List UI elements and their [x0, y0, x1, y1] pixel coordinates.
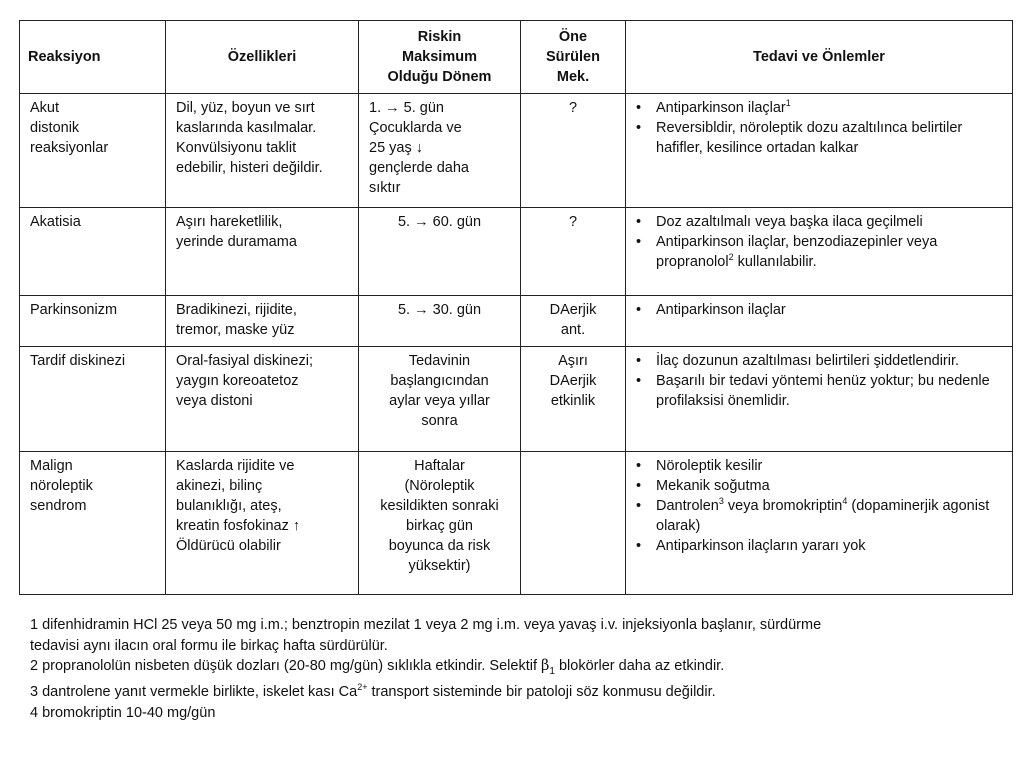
cell-features	[166, 452, 359, 595]
cell-line: Oral-fasiyal diskinezi;	[176, 353, 313, 369]
cell-line: bulanıklığı, ateş,	[176, 498, 282, 514]
cell-period	[359, 296, 521, 347]
footnote-ref: 1	[785, 98, 791, 108]
cell-mechanism	[521, 347, 626, 452]
cell-line: Malign	[30, 458, 73, 474]
treatment-item	[636, 212, 1002, 232]
cell-line: edebilir, histeri değildir.	[176, 160, 323, 176]
table-header-row	[20, 21, 1013, 94]
table-row	[20, 296, 1013, 347]
cell-line: tremor, maske yüz	[176, 322, 295, 338]
treatment-item	[636, 118, 1002, 158]
cell-line: Tedavinin	[408, 353, 471, 369]
treatment-item	[636, 476, 1002, 496]
cell-period	[359, 347, 521, 452]
footnote-1	[30, 615, 1010, 656]
cell-line: yaygın koreoatetoz	[176, 373, 299, 389]
footnote-text: blokörler daha az etkindir.	[554, 658, 725, 674]
cell-treatment	[626, 208, 1013, 296]
treatment-text: Doz azaltılmalı veya başka ilaca geçilmeli	[656, 214, 923, 230]
cell-line: 5. → 30. gün	[397, 302, 482, 318]
treatment-text: Reversibldir, nöroleptik dozu azaltılınca belirtiler hafifler, kesilince ortadan kalkar	[656, 120, 963, 156]
cell-treatment	[626, 452, 1013, 595]
cell-line: akinezi, bilinç	[176, 478, 263, 494]
cell-line: Öldürücü olabilir	[176, 538, 281, 554]
treatment-list	[636, 98, 1002, 158]
treatment-text: Nöroleptik kesilir	[656, 458, 763, 474]
table-row	[20, 94, 1013, 208]
cell-mechanism	[521, 94, 626, 208]
cell-line: 25 yaş ↓	[369, 140, 423, 156]
cell-line: (Nöroleptik	[404, 478, 475, 494]
footnote-ref: 4	[842, 496, 848, 506]
footnote-2	[30, 656, 1010, 682]
footnote-4	[30, 703, 1010, 724]
treatment-text: veya bromokriptin	[723, 498, 843, 514]
cell-line: Akut	[30, 100, 60, 116]
cell-line: ?	[568, 100, 578, 116]
cell-reaction	[20, 452, 166, 595]
treatment-list	[636, 456, 1002, 556]
cell-line: Bradikinezi, rijidite,	[176, 302, 297, 318]
cell-line: Haftalar	[414, 458, 465, 474]
footnote-text: 4 bromokriptin 10-40 mg/gün	[30, 704, 216, 721]
footnote-text: 2 propranololün nisbeten düşük dozları (20-80 mg/gün) sıklıkla etkindir. Selektif	[30, 658, 542, 674]
treatment-text: Antiparkinson ilaçların yararı yok	[656, 538, 866, 554]
treatment-item	[636, 456, 1002, 476]
cell-mechanism	[521, 208, 626, 296]
cell-line: veya distoni	[176, 393, 253, 409]
cell-line: Akatisia	[30, 214, 81, 230]
cell-line: gençlerde daha	[369, 160, 469, 176]
treatment-item	[636, 496, 1002, 536]
cell-line: Tardif diskinezi	[30, 353, 126, 369]
treatment-text: Antiparkinson ilaçlar, benzodiazepinler veya propranolol	[656, 234, 938, 270]
cell-line: boyunca da risk	[388, 538, 491, 554]
treatment-text: kullanılabilir.	[733, 254, 817, 270]
calcium-charge: 2+	[357, 682, 368, 693]
treatment-item	[636, 536, 1002, 556]
cell-mechanism	[521, 452, 626, 595]
cell-line: ant.	[560, 322, 586, 338]
header-treatment: Tedavi ve Önlemler	[626, 21, 1013, 94]
cell-reaction	[20, 94, 166, 208]
cell-line: sendrom	[30, 498, 87, 514]
cell-line: birkaç gün	[406, 518, 473, 534]
treatment-item	[636, 232, 1002, 272]
footnote-text: 3 dantrolene yanıt vermekle birlikte, iskelet kası Ca	[30, 684, 358, 701]
cell-line: aylar veya yıllar	[389, 393, 490, 409]
header-text-line: Mek.	[556, 69, 590, 85]
treatment-text: (dopaminerjik agonist olarak)	[656, 498, 990, 534]
treatment-list	[636, 351, 1002, 411]
cell-reaction	[20, 347, 166, 452]
header-text-line: Riskin	[417, 29, 462, 45]
cell-line: DAerjik	[549, 373, 597, 389]
treatment-text: Dantrolen	[656, 498, 719, 514]
cell-line: 5. → 60. gün	[397, 214, 482, 230]
cell-line: ?	[568, 214, 578, 230]
treatment-item	[636, 371, 1002, 411]
header-text-line: Olduğu Dönem	[387, 69, 492, 85]
cell-line: distonik	[30, 120, 80, 136]
cell-line: yerinde duramama	[176, 234, 297, 250]
cell-line: kaslarında kasılmalar.	[176, 120, 317, 136]
header-text-line: Öne	[558, 29, 588, 45]
cell-line: 1. → 5. gün	[369, 100, 444, 116]
cell-line: kreatin fosfokinaz ↑	[176, 518, 301, 534]
cell-line: nöroleptik	[30, 478, 93, 494]
beta-subscript: 1	[549, 665, 555, 677]
cell-features	[166, 296, 359, 347]
treatment-text: Başarılı bir tedavi yöntemi henüz yoktur; bu nedenle profilaksisi önemlidir.	[656, 373, 990, 409]
cell-line: etkinlik	[550, 393, 596, 409]
cell-line: Aşırı hareketlilik,	[176, 214, 283, 230]
header-text-line: Sürülen	[546, 49, 600, 65]
treatment-item	[636, 98, 1002, 118]
footnotes	[30, 615, 1010, 723]
treatment-text: Mekanik soğutma	[656, 478, 770, 494]
cell-mechanism	[521, 296, 626, 347]
treatment-item	[636, 300, 1002, 320]
cell-line: Aşırı	[558, 353, 588, 369]
cell-period	[359, 452, 521, 595]
cell-line: sonra	[421, 413, 458, 429]
cell-features	[166, 347, 359, 452]
treatment-list	[636, 212, 1002, 272]
cell-line: Çocuklarda ve	[369, 120, 462, 136]
footnote-text: 1 difenhidramin HCl 25 veya 50 mg i.m.; benztropin mezilat 1 veya 2 mg i.m. veya yavaş i.v. injeksiyonla başlanır, sürdürme	[30, 617, 822, 633]
footnote-ref: 3	[718, 496, 724, 506]
footnote-text: tedavisi aynı ilacın oral formu ile birkaç hafta sürdürülür.	[30, 637, 388, 654]
header-reaction: Reaksiyon	[20, 21, 166, 94]
treatment-item	[636, 351, 1002, 371]
cell-treatment	[626, 94, 1013, 208]
cell-line: Konvülsiyonu taklit	[176, 140, 297, 156]
neuroleptic-side-effects-table	[19, 20, 1013, 595]
beta-symbol: β	[541, 658, 550, 674]
cell-line: yüksektir)	[408, 558, 471, 574]
footnote-text: transport sisteminde bir patoloji söz konmusu değildir.	[367, 684, 716, 701]
footnote-3	[30, 682, 1010, 703]
cell-treatment	[626, 347, 1013, 452]
cell-line: Kaslarda rijidite ve	[176, 458, 295, 474]
header-max-risk-period	[359, 21, 521, 94]
treatment-list	[636, 300, 1002, 320]
treatment-text: İlaç dozunun azaltılması belirtileri şiddetlendirir.	[656, 353, 960, 369]
treatment-text: Antiparkinson ilaçlar	[656, 100, 786, 116]
cell-reaction	[20, 296, 166, 347]
cell-line: Parkinsonizm	[30, 302, 118, 318]
header-features: Özellikleri	[166, 21, 359, 94]
cell-line: sıktır	[369, 180, 401, 196]
treatment-text: Antiparkinson ilaçlar	[656, 302, 786, 318]
header-mechanism	[521, 21, 626, 94]
cell-treatment	[626, 296, 1013, 347]
footnote-ref: 2	[728, 252, 734, 262]
table-row	[20, 452, 1013, 595]
header-text-line: Maksimum	[402, 49, 477, 65]
cell-period	[359, 208, 521, 296]
cell-line: kesildikten sonraki	[380, 498, 499, 514]
cell-line: DAerjik	[549, 302, 597, 318]
cell-line: reaksiyonlar	[30, 140, 109, 156]
table-row	[20, 208, 1013, 296]
cell-line: başlangıcından	[390, 373, 489, 389]
table-row	[20, 347, 1013, 452]
cell-features	[166, 208, 359, 296]
cell-line: Dil, yüz, boyun ve sırt	[176, 100, 315, 116]
cell-features	[166, 94, 359, 208]
cell-reaction	[20, 208, 166, 296]
cell-period	[359, 94, 521, 208]
